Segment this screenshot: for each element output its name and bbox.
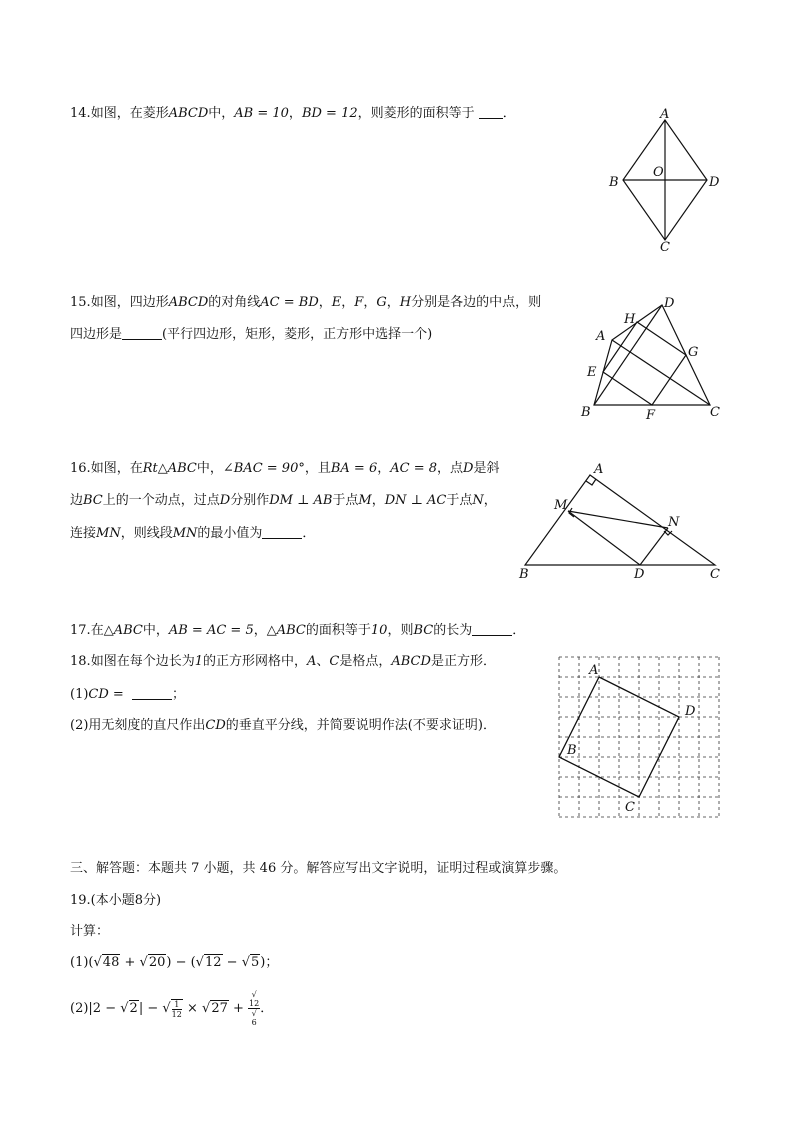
label-a: A (589, 663, 599, 678)
q15-text-line1: 15.如图，四边形ABCD的对角线AC = BD，E，F，G，H分别是各边的中点，则 (70, 295, 542, 310)
label-b: B (581, 405, 591, 420)
label-a: A (594, 462, 604, 477)
fraction-1-12: $\frac{1}{12}$ (171, 999, 182, 1019)
label-d: D (685, 704, 696, 719)
label-n: N (668, 515, 680, 530)
label-m: M (554, 498, 568, 513)
q19-part2: (2)|2 − √2| − √ $\frac{1}{12}$ × √27 + √ 12 √ 6 ． (70, 990, 274, 1027)
q16-text-line2: 边BC上的一个动点，过点D分别作DM ⊥ AB于点M，DN ⊥ AC于点N， (70, 493, 497, 508)
label-d: D (664, 296, 675, 311)
q18-part2: (2)用无刻度的直尺作出CD的垂直平分线，并简要说明作法(不要求证明)． (70, 718, 496, 733)
label-h: H (624, 312, 636, 327)
section3-heading: 三、解答题：本题共 7 小题，共 46 分。解答应写出文字说明，证明过程或演算步骤。 (70, 861, 567, 876)
label-g: G (688, 345, 699, 360)
q16-text-line3: 连接MN，则线段MN的最小值为 ． (70, 526, 316, 541)
q14-text: 14.如图，在菱形ABCD中，AB = 10，BD = 12，则菱形的面积等于 ． (70, 106, 516, 121)
label-c: C (625, 800, 635, 815)
label-c: C (660, 240, 670, 255)
label-f: F (646, 408, 656, 423)
label-c: C (710, 567, 720, 582)
label-c: C (710, 405, 720, 420)
label-d: D (634, 567, 645, 582)
q18-part1: (1)CD = ； (70, 687, 185, 702)
q19-intro: 计算： (70, 924, 110, 939)
q15-text-line2: 四边形是 (平行四边形，矩形，菱形，正方形中选择一个) (70, 327, 433, 342)
q19-part1: (1)(√48 + √20) − (√12 − √5)； (70, 955, 279, 970)
fraction-sqrt12-sqrt6: √ 12 √ 6 (249, 990, 260, 1027)
label-d: D (709, 175, 720, 190)
label-b: B (609, 175, 619, 190)
q19-title: 19.(本小题8分) (70, 893, 162, 908)
label-a: A (660, 107, 670, 122)
dashed-grid (559, 657, 719, 817)
label-b: B (519, 567, 529, 582)
label-b: B (567, 743, 577, 758)
label-o: O (653, 165, 664, 180)
q17-text: 17.在△ABC中，AB = AC = 5，△ABC的面积等于10，则BC的长为 ． (70, 623, 526, 638)
q18-text-line1: 18.如图在每个边长为1的正方形网格中，A、C是格点，ABCD是正方形． (70, 654, 496, 669)
q16-text-line1: 16.如图，在Rt△ABC中，∠BAC = 90°，且BA = 6，AC = 8，点D是斜 (70, 461, 500, 476)
label-a: A (596, 329, 606, 344)
label-e: E (587, 365, 597, 380)
